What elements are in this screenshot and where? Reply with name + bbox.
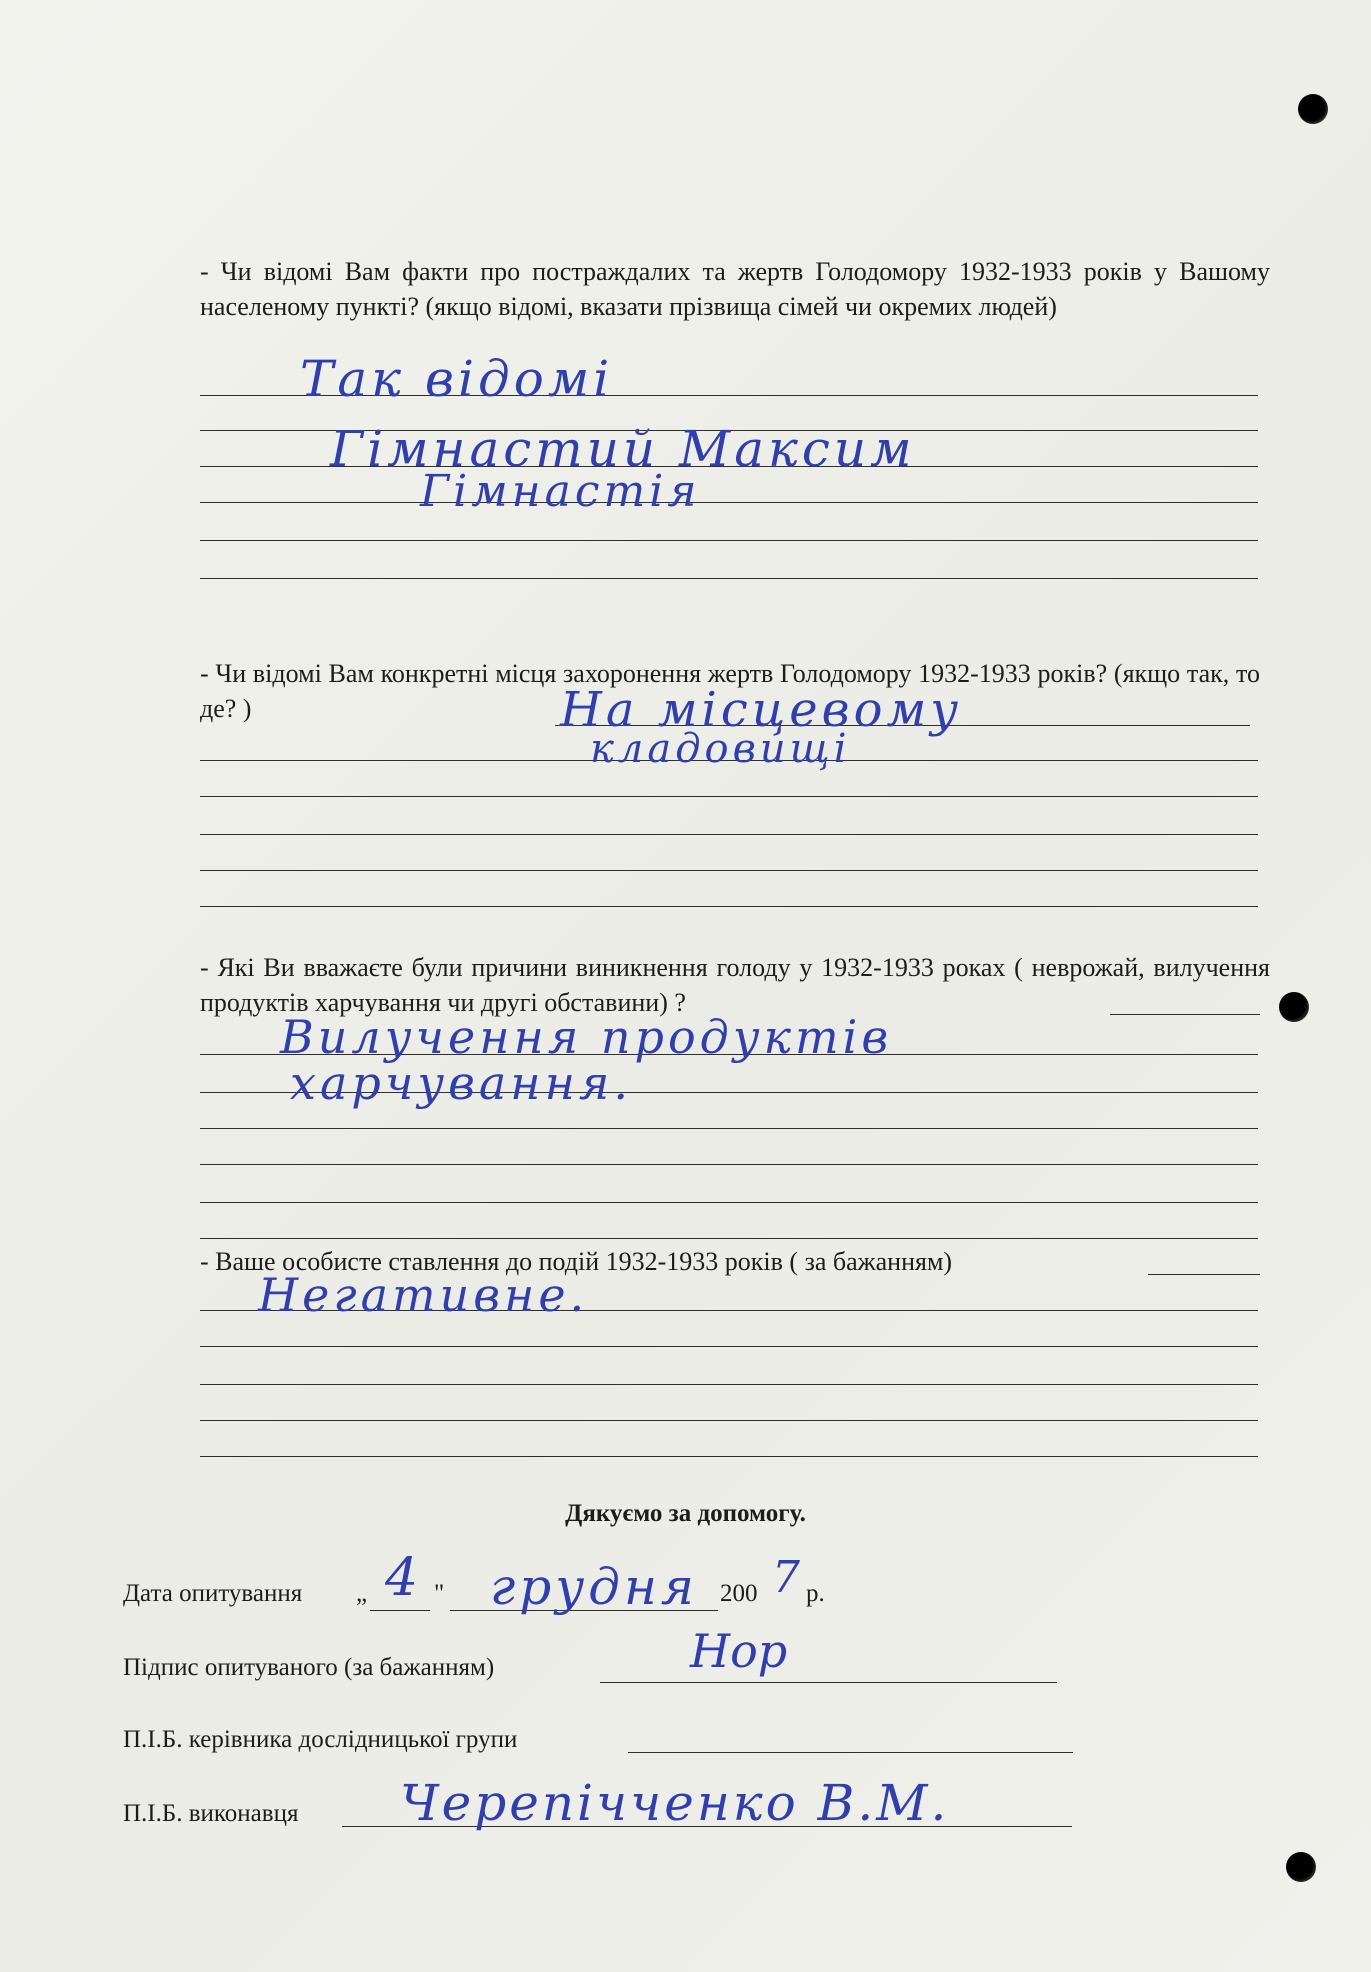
date-year-prefix: 200 — [720, 1580, 758, 1607]
leader-line — [628, 1752, 1073, 1753]
answer-line — [200, 1420, 1258, 1421]
signature-label: Підпис опитуваного (за бажанням) — [123, 1654, 495, 1681]
date-close-quote: " — [434, 1580, 445, 1607]
answer-line — [200, 906, 1258, 907]
executor-value: Черепічченко В.М. — [400, 1774, 950, 1832]
date-year-digit: 7 — [772, 1552, 804, 1603]
punch-hole-bottom — [1286, 1852, 1316, 1882]
answer-1-line-3: Гімнастія — [420, 466, 701, 517]
answer-line — [200, 502, 1258, 503]
executor-label: П.І.Б. виконавця — [123, 1800, 299, 1827]
answer-3-line-1: Вилучення продуктів — [280, 1010, 893, 1064]
answer-line — [200, 1456, 1258, 1457]
answer-line — [200, 1346, 1258, 1347]
answer-line — [200, 834, 1258, 835]
signature-value: Нор — [690, 1624, 788, 1678]
question-1-text: - Чи відомі Вам факти про постраждалих та жертв Голодомору 1932-1933 років у Вашому населеному пункті? (якщо відомі, вказати прізвища сімей чи окремих людей) — [200, 257, 1270, 321]
answer-1-line-2: Гімнастий Максим — [330, 420, 916, 478]
date-open-quote: „ — [356, 1580, 368, 1607]
answer-line — [1110, 1014, 1260, 1015]
date-month-value: грудня — [490, 1558, 699, 1616]
answer-line — [200, 1128, 1258, 1129]
question-4-text: - Ваше особисте ставлення до подій 1932-1933 років ( за бажанням) — [200, 1247, 953, 1276]
answer-4-line-1: Негативне. — [258, 1268, 589, 1322]
date-label: Дата опитування — [123, 1580, 303, 1607]
answer-line — [200, 540, 1258, 541]
question-2-text: - Чи відомі Вам конкретні місця захоронення жертв Голодомору 1932-1933 років? (якщо так, то де? ) — [200, 659, 1260, 723]
answer-3-line-2: харчування. — [290, 1056, 632, 1110]
answer-line — [200, 578, 1258, 579]
signature-line — [600, 1682, 1057, 1683]
answer-line — [200, 870, 1258, 871]
answer-2-line-2: кладовищі — [590, 726, 851, 772]
answer-line — [200, 1202, 1258, 1203]
date-day-value: 4 — [385, 1548, 423, 1608]
answer-line — [1148, 1274, 1260, 1275]
leader-label: П.І.Б. керівника дослідницької групи — [123, 1726, 518, 1753]
date-day-line — [370, 1610, 430, 1611]
answer-1-line-1: Так відомі — [300, 350, 614, 408]
punch-hole-top — [1298, 94, 1328, 124]
punch-hole-middle — [1279, 992, 1309, 1022]
answer-line — [200, 796, 1258, 797]
answer-line — [200, 1164, 1258, 1165]
answer-line — [200, 1384, 1258, 1385]
thanks-heading: Дякуємо за допомогу. — [565, 1500, 806, 1527]
question-3-text: - Які Ви вважаєте були причини виникнення голоду у 1932-1933 роках ( неврожай, вилучення продуктів харчування чи другі обставини) ? — [200, 953, 1270, 1017]
date-year-suffix: р. — [806, 1580, 825, 1607]
answer-line — [200, 1238, 1258, 1239]
answer-2-line-1: На місцевому — [560, 682, 963, 738]
